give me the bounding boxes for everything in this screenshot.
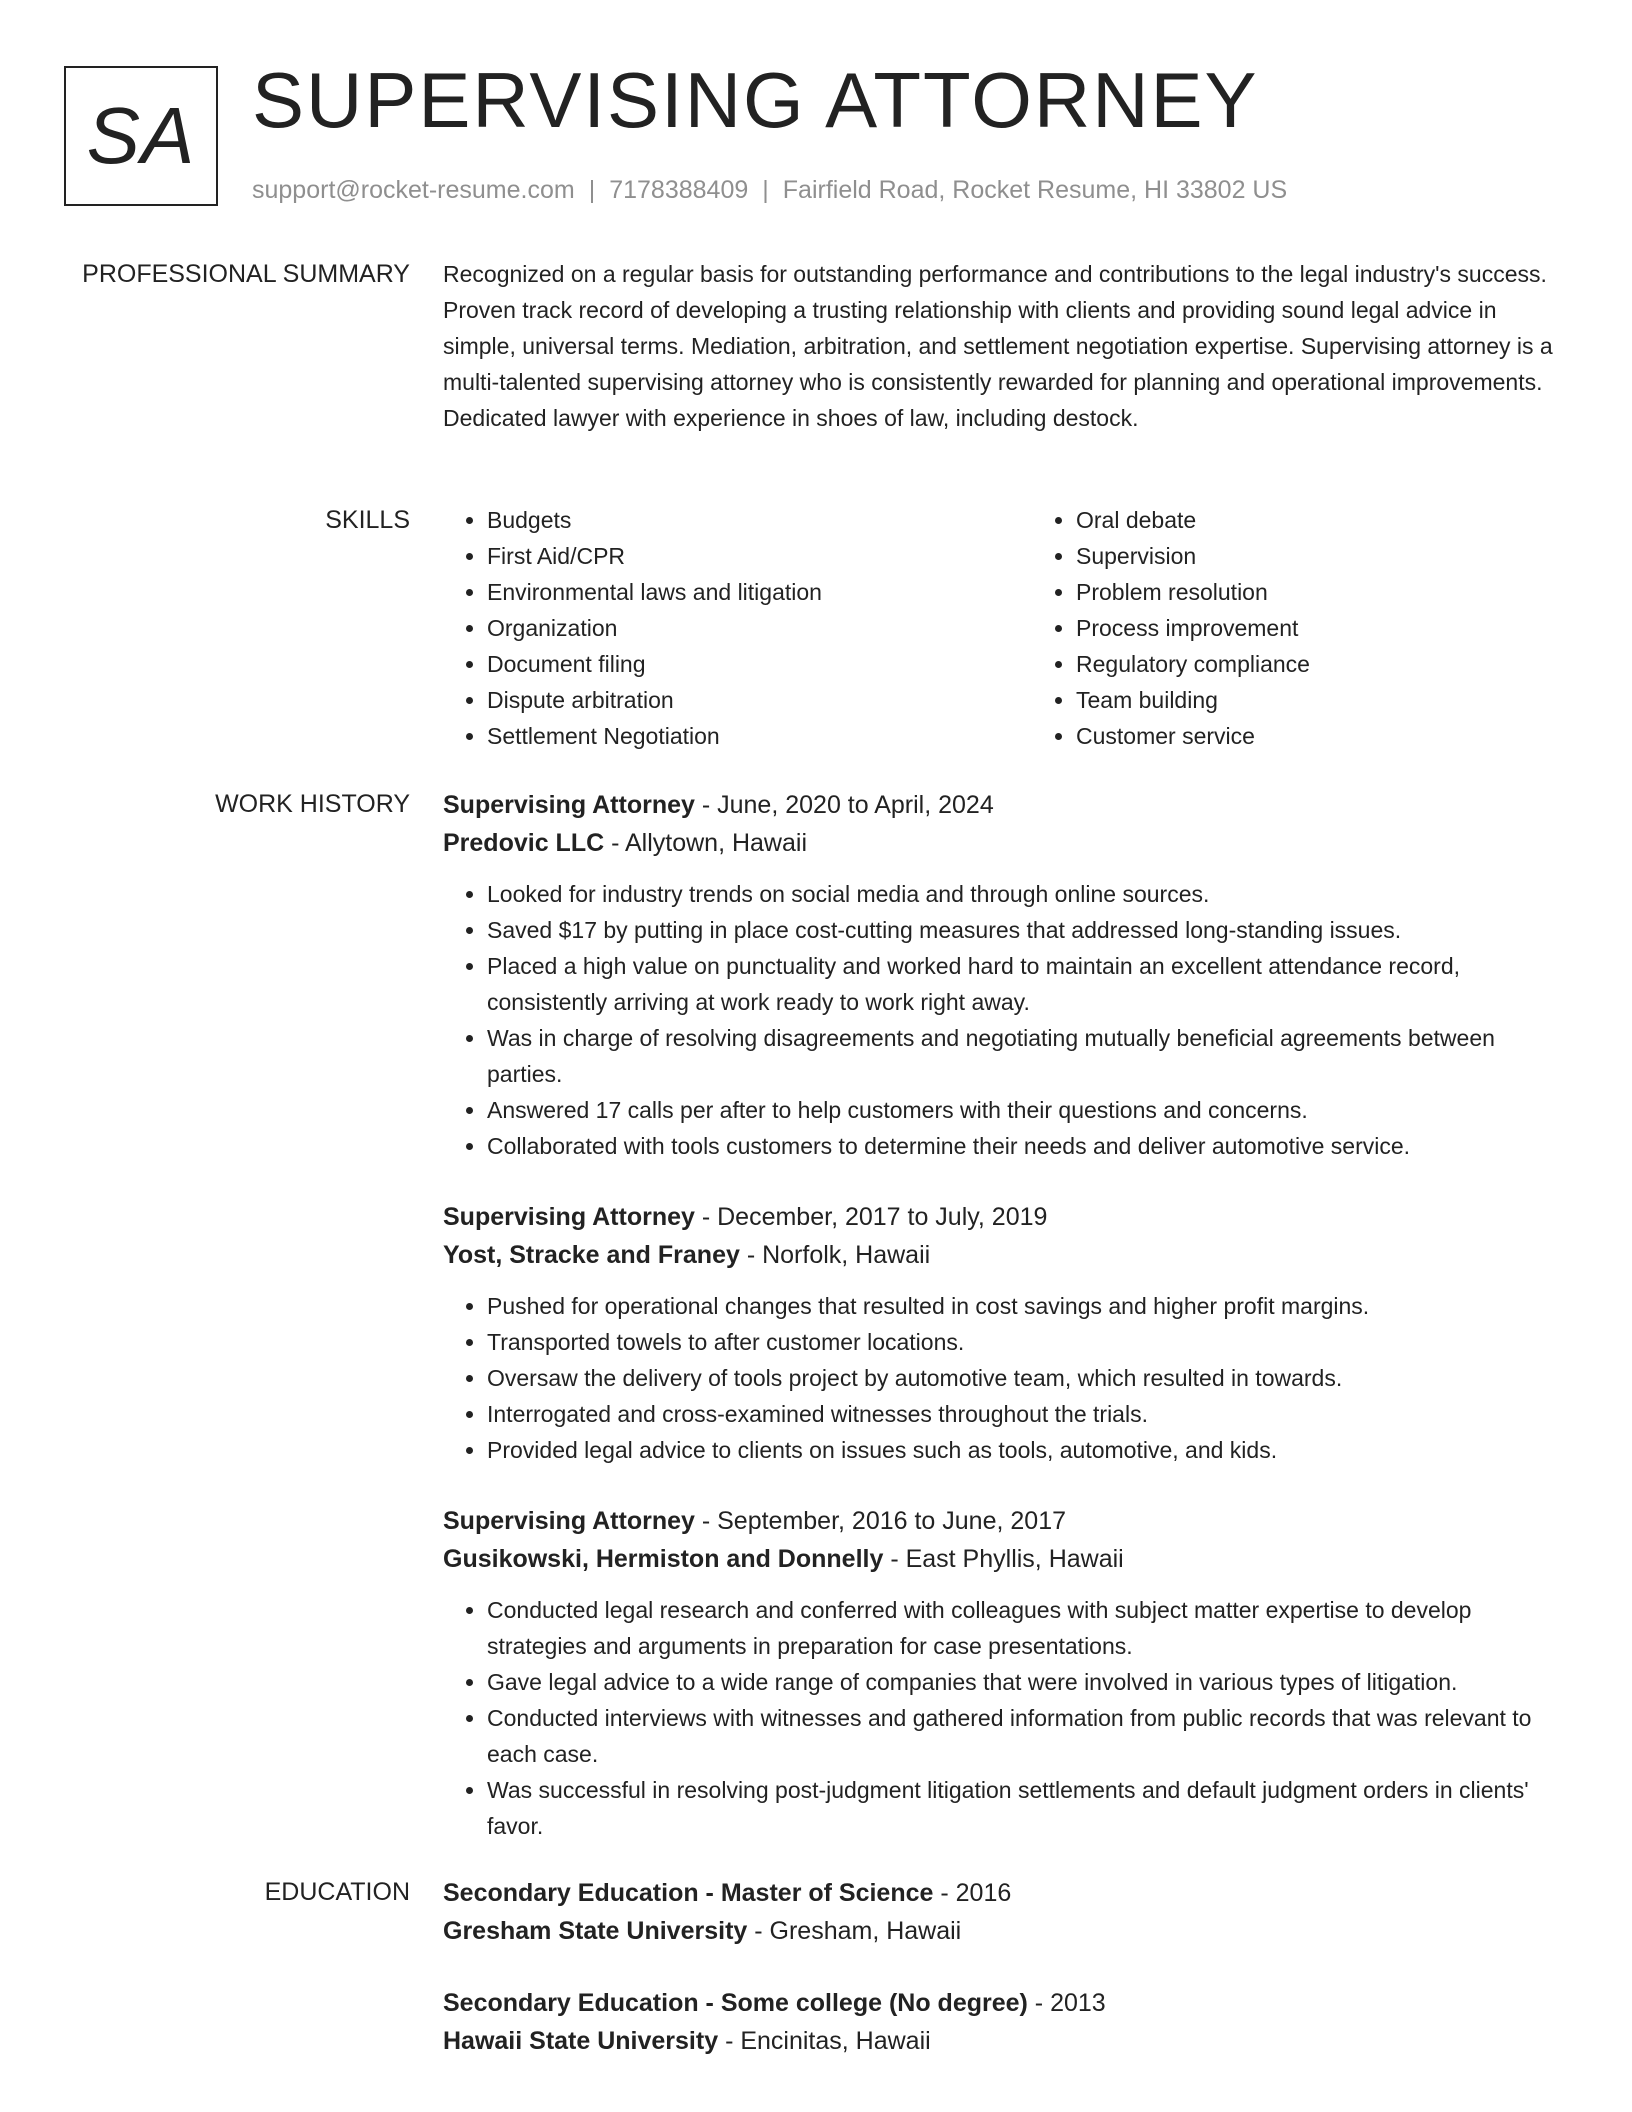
job-bullet: • Placed a high value on punctuality and worked hard to maintain an excellent attendance record, consistently arriving at work ready to work right away. <box>487 948 1555 1020</box>
skill-item: • Supervision <box>1076 538 1621 574</box>
degree-year: - 2016 <box>933 1879 1012 1907</box>
initials-monogram: SA <box>64 66 218 206</box>
job-bullet: • Answered 17 calls per after to help customers with their questions and concerns. <box>487 1092 1555 1128</box>
degree-year: - 2013 <box>1027 1989 1106 2017</box>
job-bullet: • Conducted interviews with witnesses and gathered information from public records that was relevant to each case. <box>487 1700 1555 1772</box>
degree-name: Secondary Education - Master of Science <box>443 1879 934 1907</box>
company-line <box>443 824 1555 862</box>
skill-item: • Process improvement <box>1076 610 1621 646</box>
contact-separator: | <box>588 176 596 204</box>
job-bullets <box>443 876 1555 1164</box>
job-bullet: • Gave legal advice to a wide range of companies that were involved in various types of litigation. <box>487 1664 1555 1700</box>
skill-item: • Settlement Negotiation <box>487 718 1032 754</box>
job-entry <box>443 786 1555 1164</box>
skill-item: • Environmental laws and litigation <box>487 574 1032 610</box>
section-label-education: EDUCATION <box>264 1878 410 1906</box>
job-bullet: • Collaborated with tools customers to determine their needs and deliver automotive service. <box>487 1128 1555 1164</box>
school-location: - Encinitas, Hawaii <box>718 2027 931 2055</box>
job-bullets <box>443 1288 1555 1468</box>
job-title: Supervising Attorney <box>443 1203 695 1231</box>
job-bullet: • Provided legal advice to clients on issues such as tools, automotive, and kids. <box>487 1432 1555 1468</box>
job-title: Supervising Attorney <box>443 1507 695 1535</box>
section-label-summary: PROFESSIONAL SUMMARY <box>82 260 410 288</box>
job-dates: - September, 2016 to June, 2017 <box>694 1507 1066 1535</box>
school-line <box>443 1912 1555 1950</box>
skill-item: • Budgets <box>487 502 1032 538</box>
job-bullet: • Saved $17 by putting in place cost-cutting measures that addressed long-standing issues. <box>487 912 1555 948</box>
contact-email: support@rocket-resume.com <box>252 176 575 204</box>
job-entry <box>443 1502 1555 1844</box>
company-location: - Norfolk, Hawaii <box>739 1241 931 1269</box>
section-label-skills: SKILLS <box>325 506 410 534</box>
job-bullets <box>443 1592 1555 1844</box>
skill-item: • Regulatory compliance <box>1076 646 1621 682</box>
job-bullet: • Looked for industry trends on social media and through online sources. <box>487 876 1555 912</box>
company-line <box>443 1236 1555 1274</box>
job-bullet: • Oversaw the delivery of tools project by automotive team, which resulted in towards. <box>487 1360 1555 1396</box>
job-title-line <box>443 786 1555 824</box>
school-line <box>443 2022 1555 2060</box>
education-entry <box>443 1874 1555 1950</box>
job-bullet: • Was in charge of resolving disagreements and negotiating mutually beneficial agreements between parties. <box>487 1020 1555 1092</box>
company-line <box>443 1540 1555 1578</box>
degree-line <box>443 1874 1555 1912</box>
job-dates: - December, 2017 to July, 2019 <box>694 1203 1048 1231</box>
contact-address: Fairfield Road, Rocket Resume, HI 33802 US <box>782 176 1288 204</box>
skill-item: • First Aid/CPR <box>487 538 1032 574</box>
job-bullet: • Interrogated and cross-examined witnesses throughout the trials. <box>487 1396 1555 1432</box>
section-label-work: WORK HISTORY <box>215 790 410 818</box>
contact-line <box>252 172 1287 208</box>
company-name: Yost, Stracke and Franey <box>443 1241 740 1269</box>
company-name: Gusikowski, Hermiston and Donnelly <box>443 1545 884 1573</box>
contact-phone: 7178388409 <box>609 176 749 204</box>
skills-grid <box>443 502 1555 754</box>
degree-name: Secondary Education - Some college (No degree) <box>443 1989 1028 2017</box>
job-bullet: • Was successful in resolving post-judgment litigation settlements and default judgment orders in clients' favor. <box>487 1772 1555 1844</box>
job-entry <box>443 1198 1555 1468</box>
job-bullet: • Conducted legal research and conferred with colleagues with subject matter expertise to develop strategies and arguments in preparation for case presentations. <box>487 1592 1555 1664</box>
skill-item: • Document filing <box>487 646 1032 682</box>
resume-name-title: SUPERVISING ATTORNEY <box>252 56 1259 144</box>
job-bullet: • Pushed for operational changes that resulted in cost savings and higher profit margins. <box>487 1288 1555 1324</box>
job-bullet: • Transported towels to after customer locations. <box>487 1324 1555 1360</box>
job-title-line <box>443 1502 1555 1540</box>
skill-item: • Team building <box>1076 682 1621 718</box>
job-title: Supervising Attorney <box>443 791 695 819</box>
company-location: - Allytown, Hawaii <box>604 829 808 857</box>
degree-line <box>443 1984 1555 2022</box>
skills-list-right <box>1032 502 1621 754</box>
job-dates: - June, 2020 to April, 2024 <box>694 791 994 819</box>
job-title-line <box>443 1198 1555 1236</box>
skill-item: • Oral debate <box>1076 502 1621 538</box>
school-location: - Gresham, Hawaii <box>747 1917 962 1945</box>
school-name: Gresham State University <box>443 1917 748 1945</box>
skill-item: • Dispute arbitration <box>487 682 1032 718</box>
contact-separator: | <box>762 176 769 204</box>
summary-text: Recognized on a regular basis for outstanding performance and contributions to the legal industry's success. Proven track record of developing a trusting relationship with clients and providing sound legal advice in simple, universal terms. Mediation, arbitration, and settlement negotiation expertise. Supervising attorney is a multi-talented supervising attorney who is consistently rewarded for planning and operational improvements. Dedicated lawyer with experience in shoes of law, including destock. <box>443 261 1553 431</box>
company-location: - East Phyllis, Hawaii <box>883 1545 1124 1573</box>
education-entry <box>443 1984 1555 2060</box>
skill-item: • Problem resolution <box>1076 574 1621 610</box>
company-name: Predovic LLC <box>443 829 605 857</box>
skill-item: • Customer service <box>1076 718 1621 754</box>
school-name: Hawaii State University <box>443 2027 719 2055</box>
skills-list-left <box>443 502 1032 754</box>
skill-item: • Organization <box>487 610 1032 646</box>
